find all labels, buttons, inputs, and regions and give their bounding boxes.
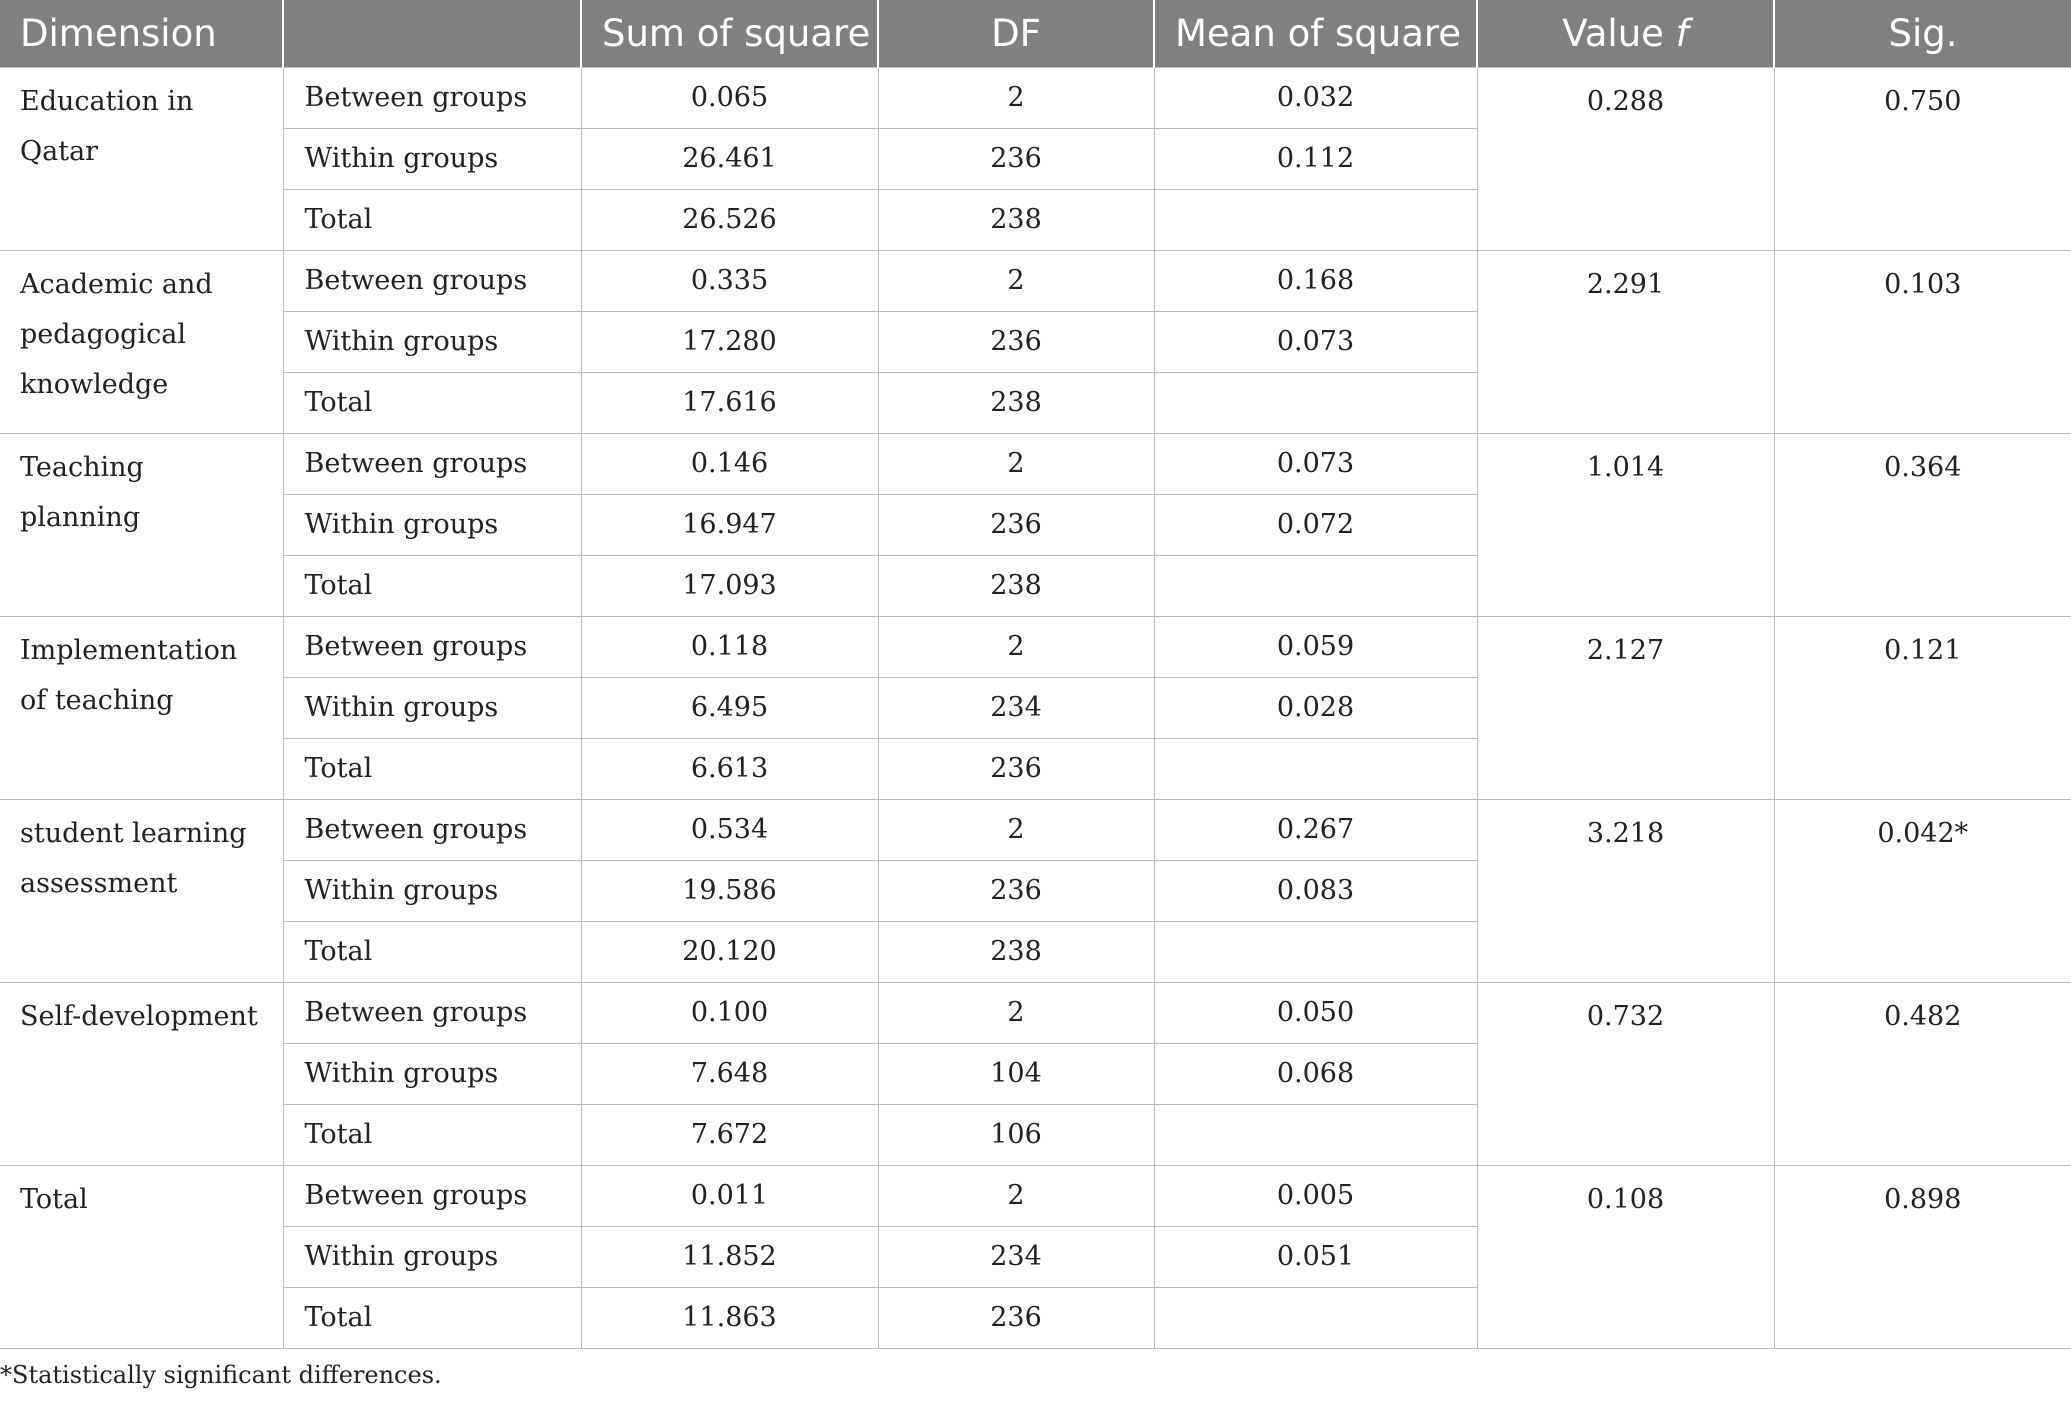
source-cell: Within groups [283,861,581,922]
sum-of-square-cell: 0.534 [581,800,878,861]
mean-of-square-cell [1154,922,1477,983]
sum-of-square-cell: 26.526 [581,190,878,251]
sum-of-square-cell: 17.093 [581,556,878,617]
source-cell: Total [283,922,581,983]
header-mean-of-square: Mean of square [1154,0,1477,68]
mean-of-square-cell: 0.073 [1154,312,1477,373]
sum-of-square-cell: 17.280 [581,312,878,373]
df-cell: 238 [878,373,1154,434]
header-sum-of-square: Sum of square [581,0,878,68]
header-f-symbol: f [1675,12,1689,55]
source-cell: Within groups [283,678,581,739]
header-df: DF [878,0,1154,68]
sum-of-square-cell: 7.648 [581,1044,878,1105]
source-cell: Within groups [283,312,581,373]
mean-of-square-cell [1154,190,1477,251]
source-cell: Between groups [283,68,581,129]
df-cell: 236 [878,739,1154,800]
df-cell: 238 [878,556,1154,617]
header-source [283,0,581,68]
header-value-label: Value [1562,12,1676,55]
sig-cell: 0.364 [1774,434,2071,617]
mean-of-square-cell [1154,1105,1477,1166]
df-cell: 2 [878,1166,1154,1227]
df-cell: 2 [878,800,1154,861]
header-dimension: Dimension [0,0,283,68]
df-cell: 234 [878,1227,1154,1288]
source-cell: Between groups [283,251,581,312]
mean-of-square-cell [1154,1288,1477,1349]
table-row [0,983,2071,1044]
dimension-cell: Academic and pedagogical knowledge [0,251,283,434]
sum-of-square-cell: 0.335 [581,251,878,312]
df-cell: 104 [878,1044,1154,1105]
sum-of-square-cell: 7.672 [581,1105,878,1166]
table-row [0,800,2071,861]
source-cell: Between groups [283,1166,581,1227]
sum-of-square-cell: 6.613 [581,739,878,800]
sum-of-square-cell: 16.947 [581,495,878,556]
df-cell: 238 [878,922,1154,983]
header-row [0,0,2071,68]
source-cell: Between groups [283,617,581,678]
source-cell: Total [283,1288,581,1349]
df-cell: 2 [878,251,1154,312]
f-value-cell: 0.732 [1477,983,1774,1166]
mean-of-square-cell: 0.032 [1154,68,1477,129]
sum-of-square-cell: 0.118 [581,617,878,678]
mean-of-square-cell: 0.059 [1154,617,1477,678]
mean-of-square-cell: 0.050 [1154,983,1477,1044]
mean-of-square-cell [1154,556,1477,617]
dimension-cell: Education in Qatar [0,68,283,251]
source-cell: Within groups [283,1044,581,1105]
table-row [0,434,2071,495]
mean-of-square-cell: 0.083 [1154,861,1477,922]
mean-of-square-cell: 0.068 [1154,1044,1477,1105]
dimension-cell: Implementation of teaching [0,617,283,800]
sum-of-square-cell: 0.065 [581,68,878,129]
sig-cell: 0.042* [1774,800,2071,983]
f-value-cell: 2.291 [1477,251,1774,434]
f-value-cell: 3.218 [1477,800,1774,983]
table-row [0,1166,2071,1227]
sum-of-square-cell: 0.100 [581,983,878,1044]
df-cell: 236 [878,1288,1154,1349]
df-cell: 236 [878,495,1154,556]
mean-of-square-cell [1154,739,1477,800]
header-value-f [1477,0,1774,68]
sig-cell: 0.482 [1774,983,2071,1166]
mean-of-square-cell: 0.051 [1154,1227,1477,1288]
mean-of-square-cell: 0.168 [1154,251,1477,312]
f-value-cell: 2.127 [1477,617,1774,800]
source-cell: Total [283,1105,581,1166]
source-cell: Total [283,556,581,617]
source-cell: Total [283,373,581,434]
dimension-cell: Self-development [0,983,283,1166]
source-cell: Between groups [283,983,581,1044]
table-row [0,251,2071,312]
df-cell: 106 [878,1105,1154,1166]
sum-of-square-cell: 19.586 [581,861,878,922]
table-row [0,617,2071,678]
sum-of-square-cell: 17.616 [581,373,878,434]
df-cell: 2 [878,983,1154,1044]
sum-of-square-cell: 6.495 [581,678,878,739]
source-cell: Total [283,190,581,251]
mean-of-square-cell: 0.267 [1154,800,1477,861]
df-cell: 2 [878,434,1154,495]
sig-cell: 0.121 [1774,617,2071,800]
sum-of-square-cell: 11.852 [581,1227,878,1288]
sig-cell: 0.898 [1774,1166,2071,1349]
dimension-cell: Teaching planning [0,434,283,617]
f-value-cell: 0.288 [1477,68,1774,251]
df-cell: 238 [878,190,1154,251]
df-cell: 2 [878,68,1154,129]
mean-of-square-cell [1154,373,1477,434]
f-value-cell: 0.108 [1477,1166,1774,1349]
sig-cell: 0.750 [1774,68,2071,251]
source-cell: Within groups [283,1227,581,1288]
table-row [0,68,2071,129]
mean-of-square-cell: 0.028 [1154,678,1477,739]
f-value-cell: 1.014 [1477,434,1774,617]
source-cell: Within groups [283,495,581,556]
sum-of-square-cell: 0.011 [581,1166,878,1227]
mean-of-square-cell: 0.005 [1154,1166,1477,1227]
df-cell: 2 [878,617,1154,678]
source-cell: Between groups [283,434,581,495]
sum-of-square-cell: 11.863 [581,1288,878,1349]
source-cell: Between groups [283,800,581,861]
dimension-cell: student learning assessment [0,800,283,983]
header-sig: Sig. [1774,0,2071,68]
df-cell: 236 [878,129,1154,190]
source-cell: Within groups [283,129,581,190]
sum-of-square-cell: 20.120 [581,922,878,983]
df-cell: 234 [878,678,1154,739]
table-body [0,68,2071,1349]
table-footnote: *Statistically significant differences. [0,1361,442,1389]
dimension-cell: Total [0,1166,283,1349]
df-cell: 236 [878,312,1154,373]
mean-of-square-cell: 0.112 [1154,129,1477,190]
sig-cell: 0.103 [1774,251,2071,434]
mean-of-square-cell: 0.072 [1154,495,1477,556]
source-cell: Total [283,739,581,800]
df-cell: 236 [878,861,1154,922]
mean-of-square-cell: 0.073 [1154,434,1477,495]
sum-of-square-cell: 0.146 [581,434,878,495]
sum-of-square-cell: 26.461 [581,129,878,190]
